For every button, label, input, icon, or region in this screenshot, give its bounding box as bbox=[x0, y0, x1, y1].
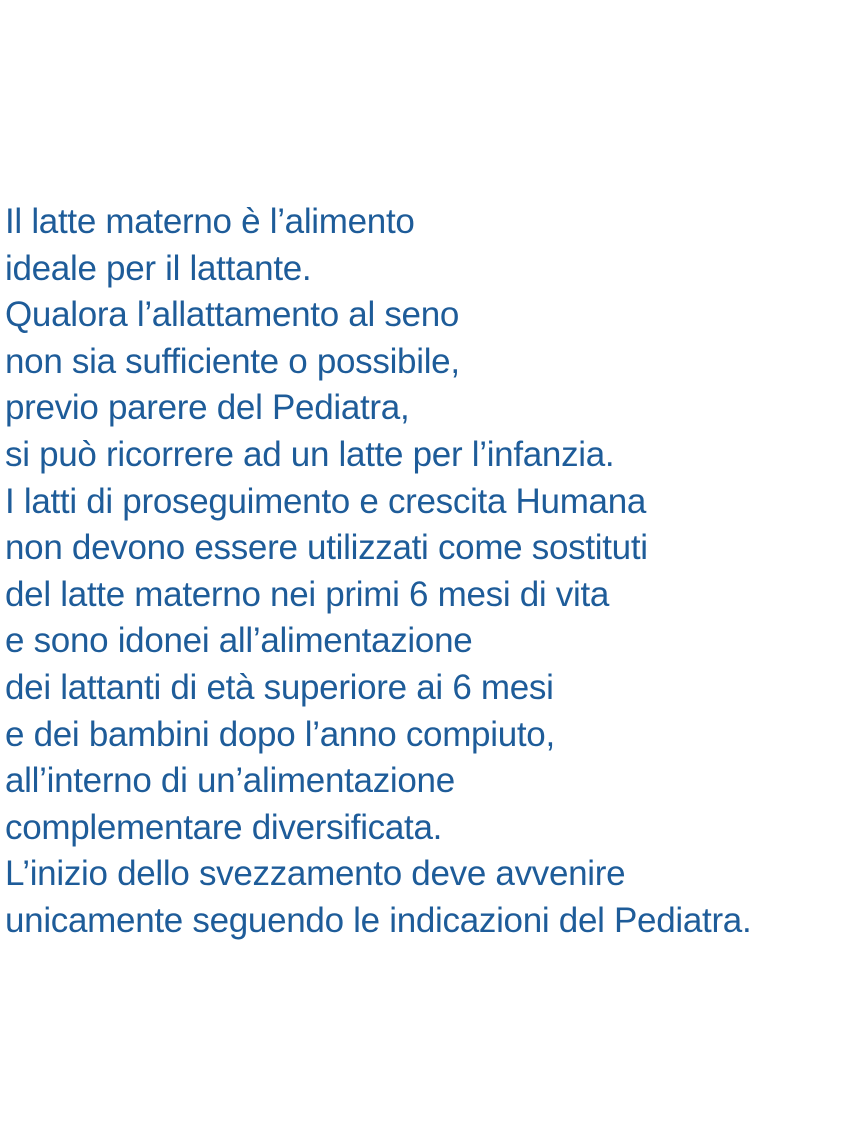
disclaimer-line: non devono essere utilizzati come sostituti bbox=[5, 528, 648, 568]
disclaimer-line: previo parere del Pediatra, bbox=[5, 388, 410, 428]
disclaimer-line: e dei bambini dopo l’anno compiuto, bbox=[5, 714, 555, 754]
disclaimer-line: I latti di proseguimento e crescita Humana bbox=[5, 481, 647, 521]
disclaimer-line: ideale per il lattante. bbox=[5, 248, 312, 288]
disclaimer-text-block bbox=[5, 199, 857, 945]
disclaimer-line: unicamente seguendo le indicazioni del Pediatra. bbox=[5, 900, 752, 940]
disclaimer-line: complementare diversificata. bbox=[5, 807, 443, 847]
disclaimer-line: Qualora l’allattamento al seno bbox=[5, 295, 460, 335]
disclaimer-line: L’inizio dello svezzamento deve avvenire bbox=[5, 854, 626, 894]
disclaimer-line: Il latte materno è l’alimento bbox=[5, 202, 415, 241]
disclaimer-line: e sono idonei all’alimentazione bbox=[5, 621, 473, 661]
disclaimer-line: non sia sufficiente o possibile, bbox=[5, 341, 460, 381]
disclaimer-line: all’interno di un’alimentazione bbox=[5, 761, 455, 801]
disclaimer-line: del latte materno nei primi 6 mesi di vita bbox=[5, 574, 610, 614]
disclaimer-line: dei lattanti di età superiore ai 6 mesi bbox=[5, 667, 554, 707]
disclaimer-line: si può ricorrere ad un latte per l’infanzia. bbox=[5, 434, 615, 474]
